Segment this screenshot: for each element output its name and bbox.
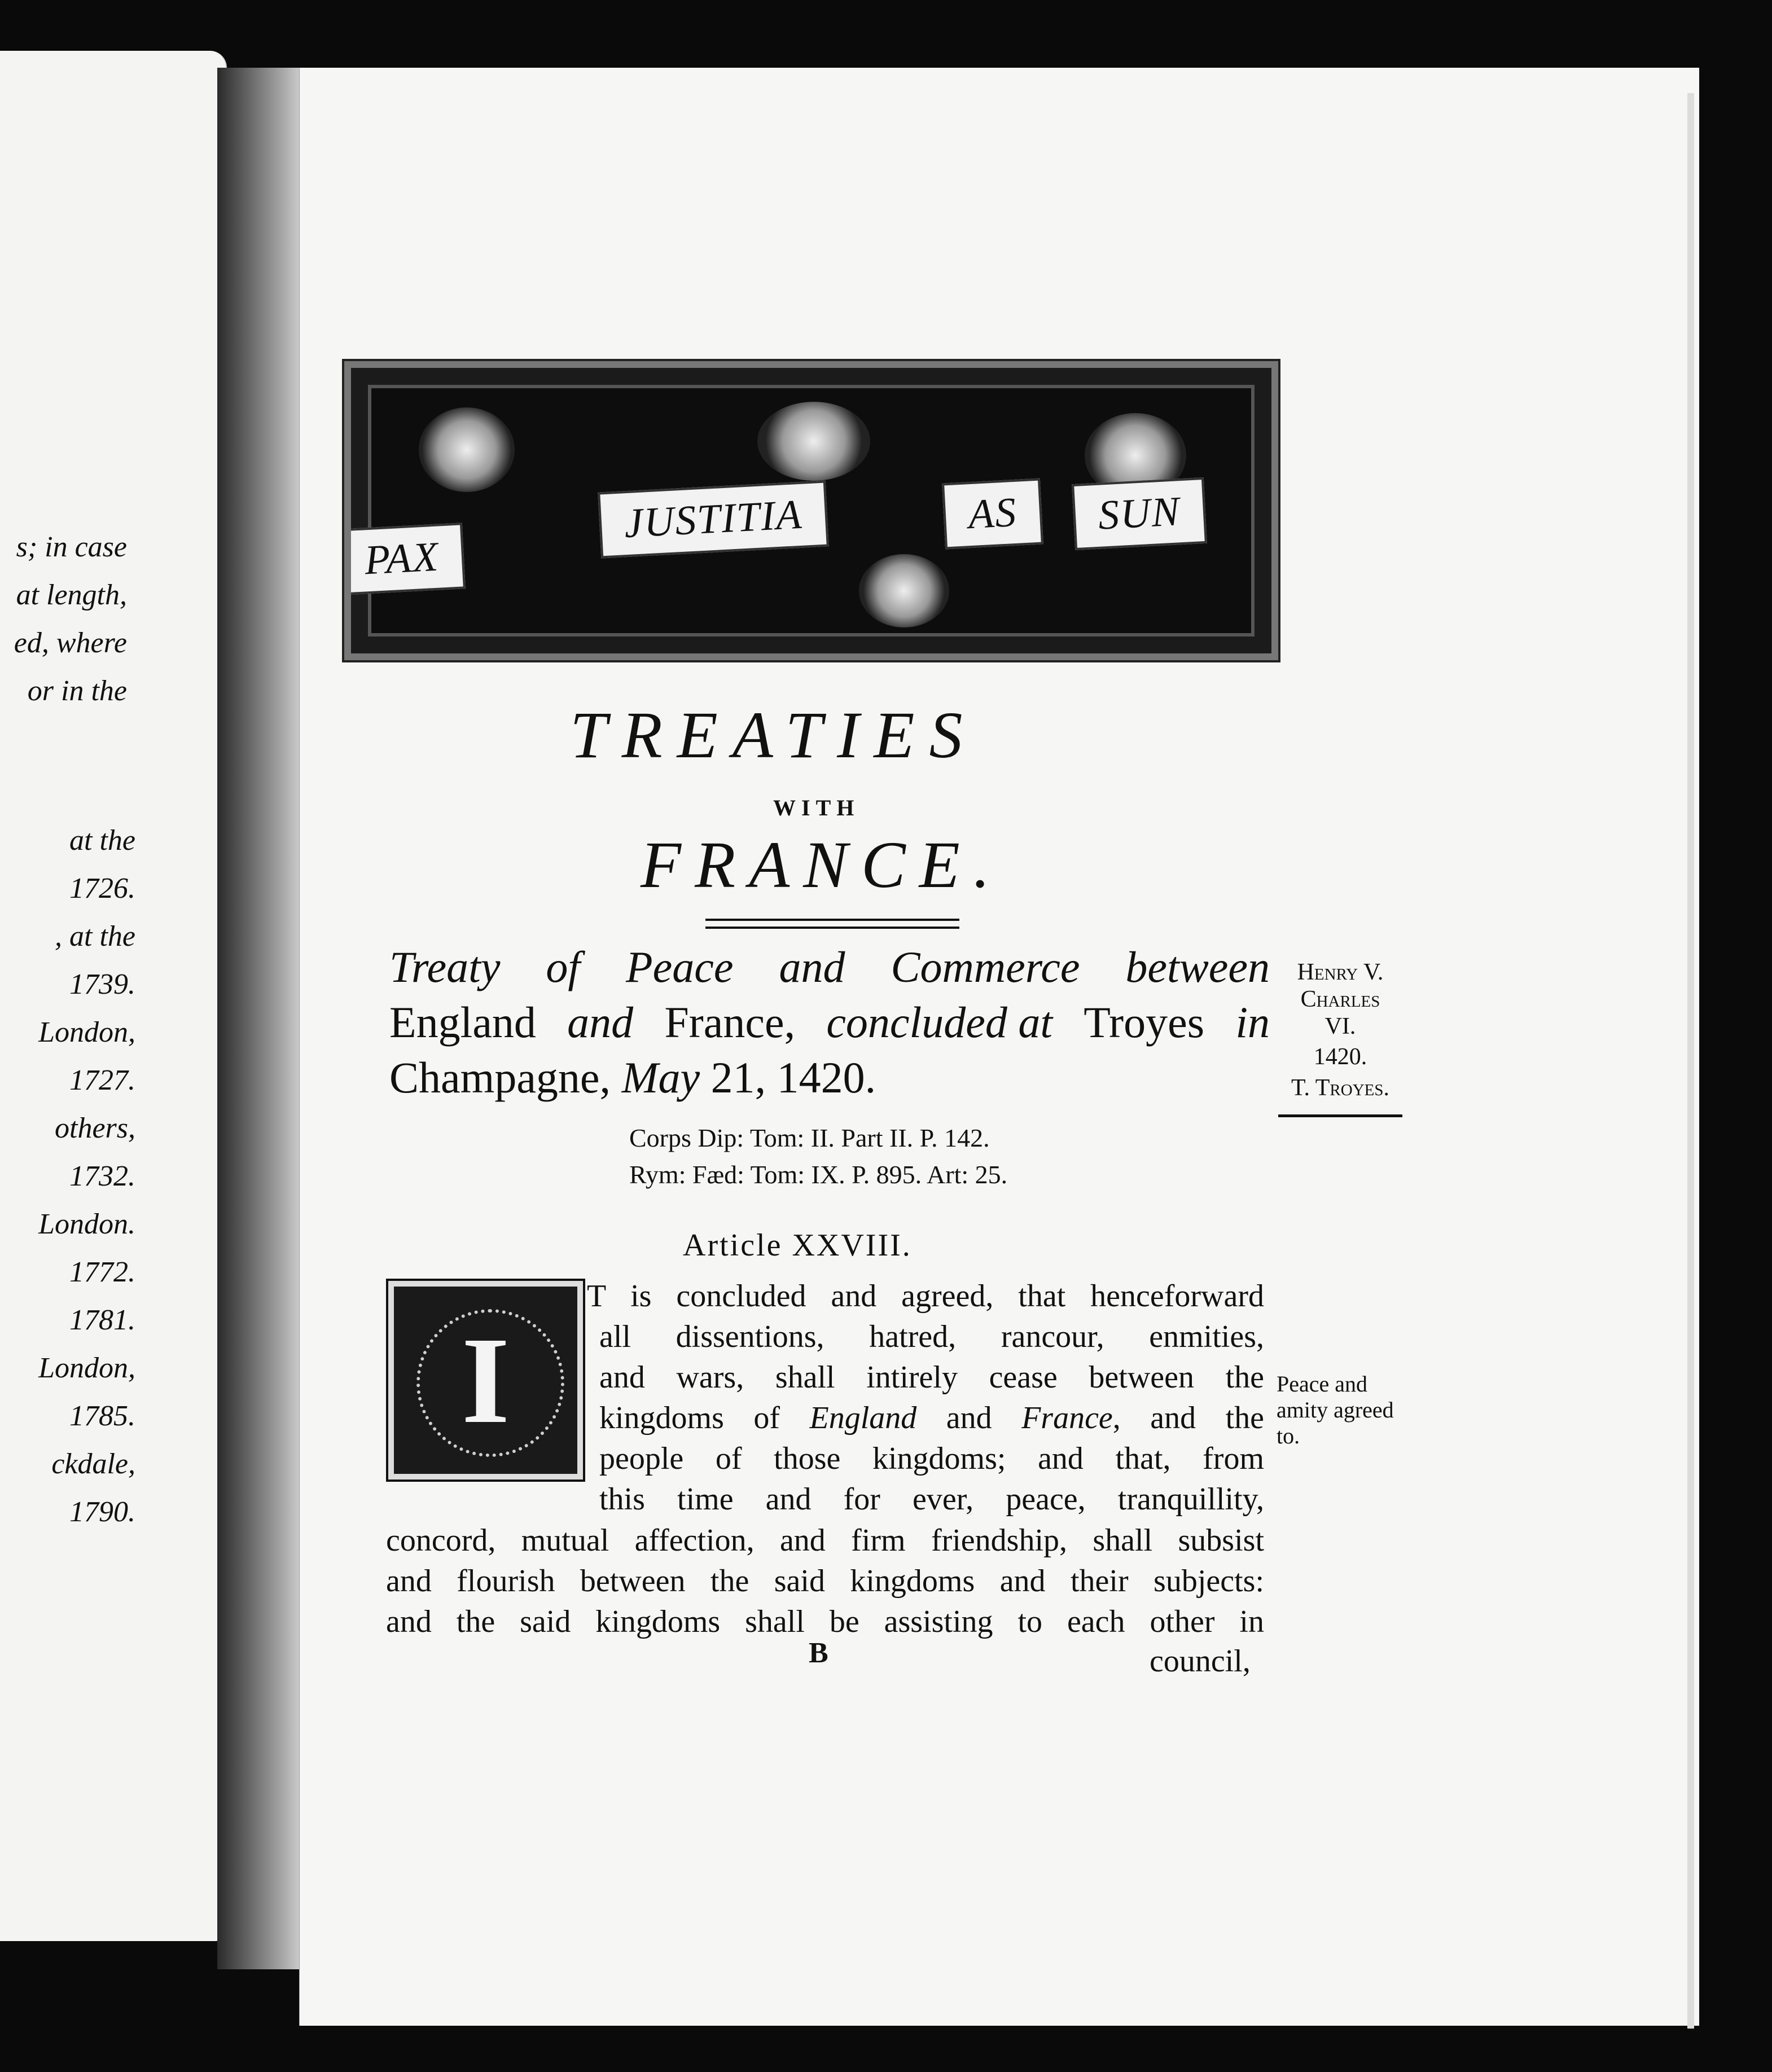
margin-king-line: T. Troyes. [1291, 1075, 1389, 1101]
body-line [587, 1278, 1264, 1314]
left-page-line: or in the [27, 675, 127, 707]
text-run: all dissentions, hatred, rancour, enmities, [599, 1319, 1264, 1354]
body-line [599, 1400, 1264, 1436]
body-line [386, 1522, 1264, 1559]
heading-word: Troyes [1084, 998, 1205, 1047]
text-run: T is concluded and agreed, that henceforward [587, 1279, 1264, 1314]
heading-word: France, [664, 998, 796, 1047]
heading-word: Champagne, [389, 1053, 622, 1102]
drop-cap [388, 1281, 583, 1480]
text-run: and flourish between the said kingdoms and their subjects: [386, 1564, 1264, 1599]
left-page-line: 1739. [69, 968, 135, 1000]
text-run: concord, mutual affection, and firm friendship, shall subsist [386, 1523, 1264, 1558]
left-page-line: at the [69, 824, 135, 857]
catchword: council, [1150, 1644, 1251, 1679]
heading-word: concluded at [826, 998, 1053, 1047]
text-run: kingdoms of [599, 1401, 810, 1436]
body-line [386, 1604, 1264, 1640]
left-page-line: 1732. [69, 1160, 135, 1192]
heading-word: in [1235, 998, 1270, 1047]
text-run: and the said kingdoms shall be assisting to each other in [386, 1604, 1264, 1639]
body-line [599, 1319, 1264, 1355]
body-line [599, 1441, 1264, 1477]
left-page-line: 1790. [69, 1496, 135, 1528]
heading-word: England [389, 998, 536, 1047]
heading-word: and [779, 942, 845, 991]
heading-word: of [546, 942, 581, 991]
left-page-line: 1727. [69, 1064, 135, 1096]
heading-word: and [567, 998, 634, 1047]
left-page-line: London, [38, 1352, 135, 1384]
margin-king-line: VI. [1324, 1013, 1356, 1039]
heading-word: May [621, 1053, 711, 1102]
heading-word: Treaty [389, 942, 501, 991]
text-run: , and the [1112, 1401, 1264, 1436]
flower-ornament [859, 554, 949, 627]
reference-corps: Corps Dip: Tom: II. Part II. P. 142. [629, 1123, 990, 1152]
heading-word: Commerce [891, 942, 1080, 991]
heading-word: 21, 1420. [710, 1053, 876, 1102]
body-line [386, 1563, 1264, 1599]
margin-king-line: Henry V. [1297, 959, 1384, 985]
page-title: TREATIES [570, 698, 977, 772]
title-country: FRANCE. [641, 828, 1004, 902]
signature-mark: B [809, 1637, 828, 1669]
margin-rule [1278, 1114, 1402, 1117]
banner-ribbon-justitia: JUSTITIA [598, 481, 829, 559]
banner-ribbon-sun: SUN [1072, 477, 1207, 550]
banner-ribbon-pax: PAX [344, 523, 466, 595]
drop-cap-letter: I [461, 1311, 510, 1449]
left-page-line: ed, where [14, 627, 127, 659]
italic-word: England [809, 1401, 917, 1436]
body-line [599, 1359, 1264, 1395]
text-run: and [916, 1401, 1022, 1436]
title-rule [705, 919, 959, 921]
margin-king-line: 1420. [1313, 1044, 1367, 1070]
left-page-line: 1772. [69, 1256, 135, 1288]
treaty-heading [389, 940, 1270, 1105]
text-run: this time and for ever, peace, tranquillity, [599, 1482, 1264, 1517]
reference-rymer: Rym: Fæd: Tom: IX. P. 895. Art: 25. [629, 1160, 1008, 1189]
book-gutter [217, 68, 302, 1969]
text-run: people of those kingdoms; and that, from [599, 1441, 1264, 1476]
italic-word: France [1021, 1401, 1113, 1436]
decorative-banner [344, 361, 1278, 660]
title-connector: WITH [773, 795, 860, 820]
title-rule [705, 927, 959, 929]
text-run: and wars, shall intirely cease between the [599, 1360, 1264, 1395]
left-page-line: , at the [55, 920, 135, 952]
flower-ornament [419, 407, 515, 492]
left-page-line: London. [38, 1208, 135, 1240]
left-page-line: 1726. [69, 872, 135, 905]
left-page-line: s; in case [16, 531, 127, 563]
article-title: Article XXVIII. [683, 1228, 912, 1263]
left-page-line: others, [55, 1112, 135, 1144]
left-page-line: 1781. [69, 1304, 135, 1336]
margin-note-line: Peace and [1277, 1371, 1368, 1397]
left-page-line: London, [38, 1016, 135, 1048]
body-line [599, 1481, 1264, 1517]
heading-word: Peace [626, 942, 734, 991]
flower-ornament [757, 402, 870, 481]
heading-word: between [1125, 942, 1270, 991]
margin-note-line: to. [1277, 1423, 1300, 1448]
left-page-line: at length, [16, 579, 127, 611]
left-page-line: 1785. [69, 1400, 135, 1432]
left-page-line: ckdale, [51, 1448, 135, 1480]
margin-king-line: Charles [1300, 986, 1380, 1012]
margin-note-line: amity agreed [1277, 1397, 1394, 1423]
page-edge [1687, 93, 1694, 2029]
banner-ribbon-as: AS [942, 479, 1043, 550]
